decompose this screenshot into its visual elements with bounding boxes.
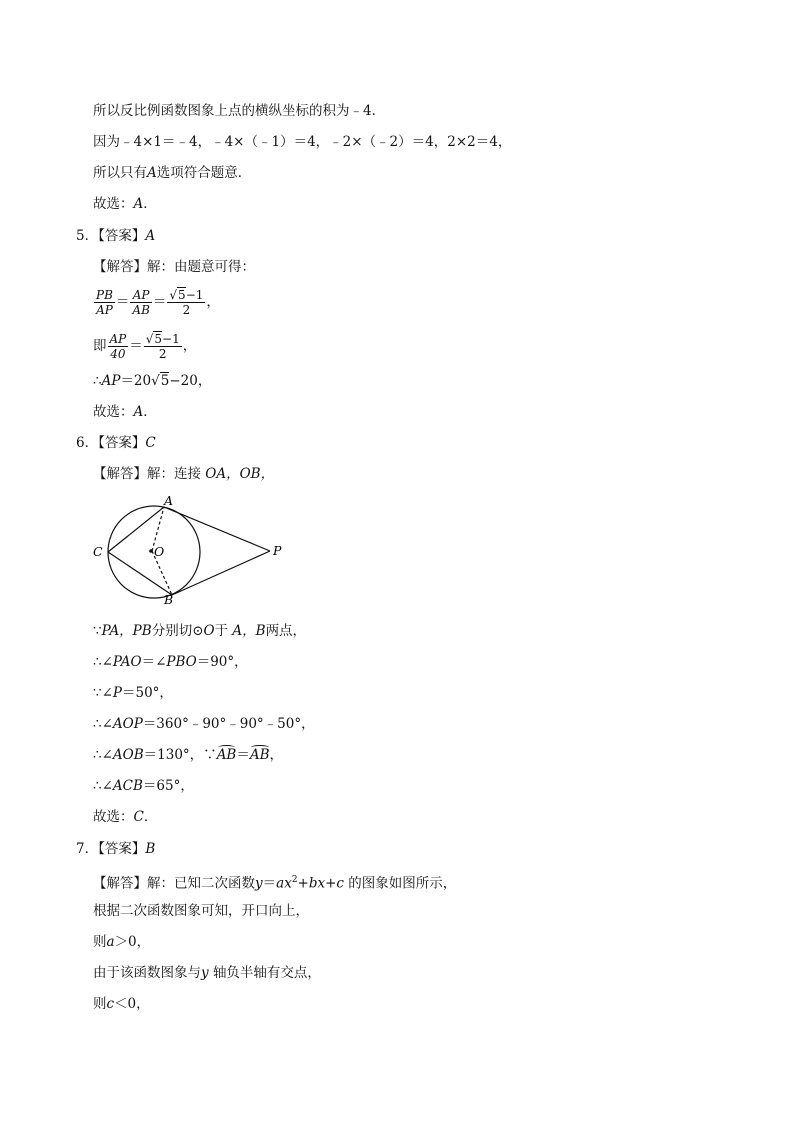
q4-line-2: 因为﹣4×1＝﹣4，﹣4×（﹣1）＝4，﹣2×（﹣2）＝4，2×2＝4， (93, 134, 512, 150)
tangent-circle-figure (90, 494, 290, 606)
q6-step-4: ∴∠AOP＝360°﹣90°﹣90°﹣50°， (93, 716, 315, 732)
q7-answer-line: 7．【答案】B (76, 841, 156, 857)
q5-equation-2: 即 $\frac{AP}{40}$ ＝ $\frac{√5-1}{2}$ ， (93, 332, 197, 361)
label-a: A (164, 494, 174, 508)
q5-equation-3: ∴AP＝20√5−20， (93, 373, 212, 389)
q6-step-6: ∴∠ACB＝65°， (93, 778, 194, 794)
fraction: $\frac{PB}{AP}$ (96, 288, 113, 317)
arc-ab: AB (216, 747, 237, 763)
q6-step-5: ∴∠AOB＝130°，∵AB＝AB， (93, 747, 284, 763)
fraction: $\frac{√5-1}{2}$ (169, 288, 204, 317)
fraction: $\frac{√5-1}{2}$ (145, 332, 180, 361)
arc-ab: AB (249, 747, 270, 763)
tangent-pb (172, 551, 270, 595)
q4-choice: 故选：A． (93, 196, 157, 212)
q6-answer-line: 6．【答案】C (76, 435, 156, 451)
q6-choice: 故选：C． (93, 809, 158, 825)
center-point (149, 549, 153, 553)
q6-step-3: ∵∠P＝50°， (93, 685, 173, 701)
label-o: O (154, 544, 165, 559)
q5-choice: 故选：A． (93, 404, 157, 420)
label-b: B (164, 592, 174, 606)
q5-equation-1: $\frac{PB}{AP}$ ＝ $\frac{AP}{AB}$ ＝ $\frac{√5-1}{2}$ ， (96, 288, 220, 317)
q7-line-2: 根据二次函数图象可知，开口向上， (93, 903, 309, 919)
tangent-pa (164, 507, 270, 551)
q6-step-2: ∴∠PAO＝∠PBO＝90°， (93, 654, 248, 670)
q6-step-1: ∵PA，PB分别切⊙O于 A，B两点， (93, 623, 307, 639)
fraction: $\frac{AP}{40}$ (109, 332, 127, 361)
q5-solution-line: 【解答】解：由题意可得： (93, 259, 255, 275)
fraction: $\frac{AP}{AB}$ (132, 288, 150, 317)
q4-line-1: 所以反比例函数图象上点的横纵坐标的积为﹣4． (93, 103, 386, 119)
label-p: P (273, 543, 282, 558)
label-c: C (93, 544, 103, 559)
q5-answer-line: 5．【答案】A (76, 228, 156, 244)
q7-line-4: 由于该函数图象与y 轴负半轴有交点， (93, 965, 321, 981)
q4-line-3: 所以只有A选项符合题意． (93, 165, 252, 181)
q7-solution-line: 【解答】解：已知二次函数$y=ax^2+bx+c$ 的图象如图所示， (93, 875, 457, 892)
q7-line-3: 则a＞0， (93, 934, 151, 950)
q6-solution-line: 【解答】解：连接 OA，OB， (93, 466, 275, 482)
q7-line-5: 则c＜0， (93, 996, 150, 1012)
